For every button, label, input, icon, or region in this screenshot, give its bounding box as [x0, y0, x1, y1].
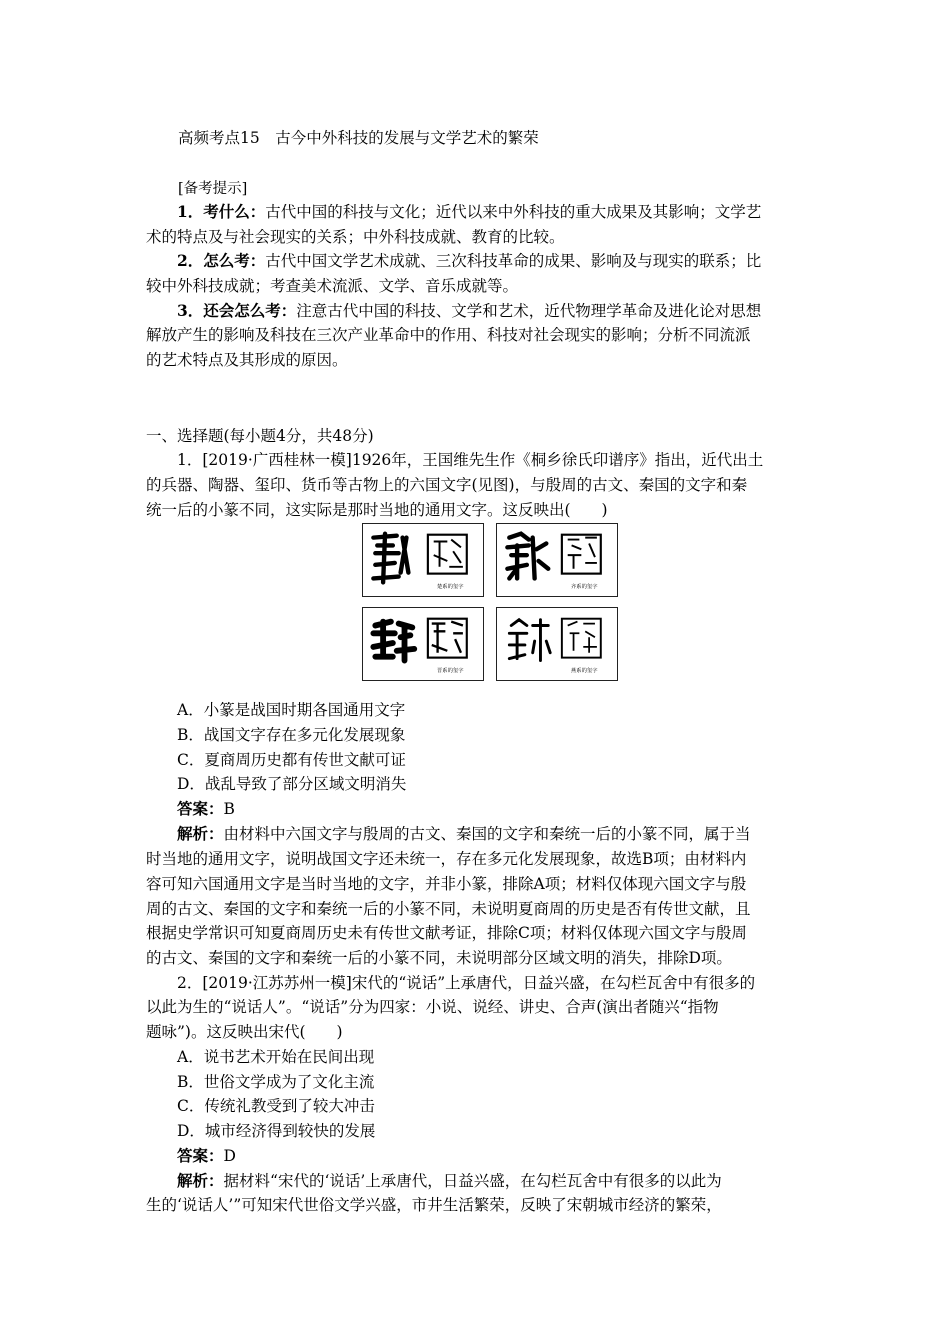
q2-answer-label: 答案：	[177, 1146, 224, 1165]
q2-stem-line-1: 2．[2019·江苏苏州一模]宋代的“说话”上承唐代，日益兴盛，在勾栏瓦舍中有很多的	[177, 974, 756, 992]
q1-answer-label: 答案：	[177, 799, 224, 818]
q2-option-a: A．说书艺术开始在民间出现	[177, 1048, 375, 1066]
q2-analysis-line-2: 生的‘说话人’”可知宋代世俗文学兴盛，市井生活繁荣，反映了宋朝城市经济的繁荣，	[146, 1196, 722, 1214]
q2-stem-line-3: 题咏”)。这反映出宋代( )	[146, 1023, 343, 1041]
q1-stem-line-3: 统一后的小篆不同，这实际是那时当地的通用文字。这反映出( )	[146, 501, 608, 519]
q2-answer	[146, 1144, 236, 1168]
tip-3-text: 注意古代中国的科技、文学和艺术，近代物理学革命及进化论对思想	[296, 302, 762, 320]
q1-option-d: D．战乱导致了部分区域文明消失	[177, 775, 407, 793]
q1-option-b: B．战国文字存在多元化发展现象	[177, 726, 406, 744]
seal-panel-qi	[496, 523, 618, 597]
tip-3-line-2: 解放产生的影响及科技在三次产业革命中的作用、科技对社会现实的影响；分析不同流派	[146, 326, 751, 344]
q1-option-a: A．小篆是战国时期各国通用文字	[177, 701, 406, 719]
q2-stem-line-2: 以此为生的“说话人”。“说话”分为四家：小说、说经、讲史、合声(演出者随兴“指物	[146, 998, 719, 1016]
tips-heading: [备考提示]	[178, 181, 248, 197]
q1-option-c: C．夏商周历史都有传世文献可证	[177, 751, 406, 769]
q1-analysis-label: 解析：	[177, 824, 224, 843]
q1-seal-figure	[362, 523, 620, 681]
tip-1-line-2: 术的特点及与社会现实的关系；中外科技成就、教育的比较。	[146, 228, 565, 246]
page-title: 高频考点15 古今中外科技的发展与文学艺术的繁荣	[178, 129, 539, 147]
q1-stem-line-2: 的兵器、陶器、玺印、货币等古物上的六国文字(见图)，与殷周的古文、秦国的文字和秦	[146, 476, 748, 494]
q1-answer	[146, 797, 235, 821]
tip-3-label: 3．还会怎么考：	[177, 301, 297, 320]
seal-panel-jin	[362, 607, 484, 681]
caption-qi: 齐系的玺字	[570, 584, 598, 591]
q2-analysis-label: 解析：	[177, 1171, 224, 1190]
tip-1-label: 1．考什么：	[177, 202, 266, 221]
tip-2-line-1	[146, 249, 761, 273]
q1-analysis-line-3: 容可知六国通用文字是当时当地的文字，并非小篆，排除A项；材料仅体现六国文字与殷	[146, 875, 747, 893]
tip-1-text: 古代中国的科技与文化；近代以来中外科技的重大成果及其影响；文学艺	[265, 203, 762, 221]
q1-analysis-line-1	[146, 822, 751, 846]
q2-answer-value: D	[223, 1147, 236, 1165]
tip-2-text: 古代中国文学艺术成就、三次科技革命的成果、影响及与现实的联系；比	[265, 252, 762, 270]
q1-stem-line-1: 1．[2019·广西桂林一模]1926年，王国维先生作《桐乡徐氏印谱序》指出，近代出土	[177, 451, 764, 469]
caption-jin: 晋系的玺字	[436, 668, 464, 675]
q1-answer-value: B	[223, 800, 235, 818]
q2-analysis-line-1	[146, 1169, 722, 1193]
tip-3-line-1	[146, 299, 761, 323]
seal-panel-yan	[496, 607, 618, 681]
q1-analysis-line-5: 根据史学常识可知夏商周历史未有传世文献考证，排除C项；材料仅体现六国文字与殷周	[146, 924, 747, 942]
q1-analysis-line-2: 时当地的通用文字，说明战国文字还未统一，存在多元化发展现象，故选B项；由材料内	[146, 850, 747, 868]
section-heading: 一、选择题(每小题4分，共48分)	[146, 427, 374, 445]
tip-2-line-2: 较中外科技成就；考查美术流派、文学、音乐成就等。	[146, 277, 519, 295]
q1-analysis-line-6: 的古文、秦国的文字和秦统一后的小篆不同，未说明部分区域文明的消失，排除D项。	[146, 949, 732, 967]
caption-chu: 楚系的玺字	[436, 584, 464, 591]
q1-analysis-text: 由材料中六国文字与殷周的古文、秦国的文字和秦统一后的小篆不同，属于当	[223, 825, 751, 843]
tip-2-label: 2．怎么考：	[177, 251, 266, 270]
q2-option-b: B．世俗文学成为了文化主流	[177, 1073, 375, 1091]
tip-1-line-1	[146, 200, 761, 224]
q2-option-d: D．城市经济得到较快的发展	[177, 1122, 376, 1140]
q2-option-c: C．传统礼教受到了较大冲击	[177, 1097, 375, 1115]
tip-3-line-3: 的艺术特点及其形成的原因。	[146, 351, 348, 369]
q2-analysis-text: 据材料“宋代的‘说话’上承唐代，日益兴盛，在勾栏瓦舍中有很多的以此为	[223, 1172, 722, 1190]
caption-yan: 燕系的玺字	[570, 668, 598, 675]
q1-analysis-line-4: 周的古文、秦国的文字和秦统一后的小篆不同，未说明夏商周的历史是否有传世文献，且	[146, 900, 751, 918]
seal-panel-chu	[362, 523, 484, 597]
